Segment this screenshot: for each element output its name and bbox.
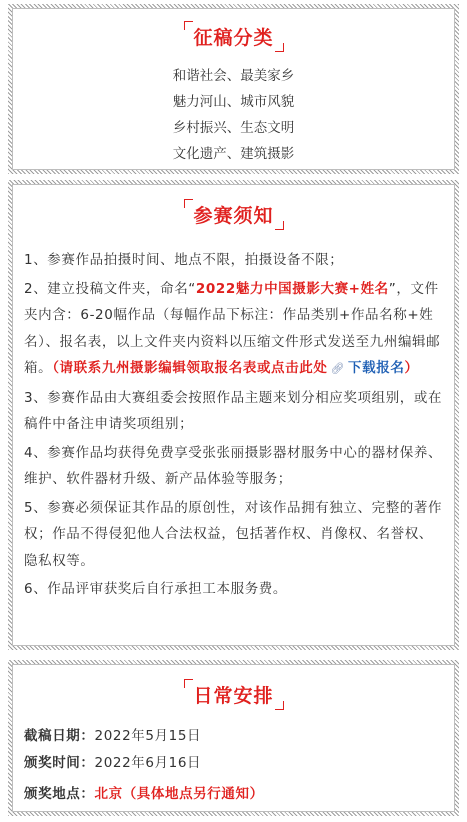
award-time-label: 颁奖时间：	[24, 755, 95, 771]
award-time-value: 2022年6月16日	[94, 755, 202, 771]
schedule-title: 日常安排	[193, 685, 274, 707]
rule-item-3: 3、参赛作品由大赛组委会按照作品主题来划分相应奖项组别，或在稿件中备注申请奖项组别；	[24, 389, 443, 432]
categories-panel-inner	[12, 8, 455, 170]
title-corner-decoration	[275, 701, 284, 710]
download-form-link[interactable]: 下载报名	[348, 360, 405, 376]
title-corner-decoration	[183, 199, 192, 208]
category-item: 文化遗产、建筑摄影	[172, 146, 295, 162]
category-item: 乡村振兴、生态文明	[172, 120, 295, 136]
categories-title: 征稿分类	[193, 27, 274, 49]
title-corner-decoration	[183, 21, 192, 30]
categories-panel	[8, 4, 459, 174]
rule-item-2-body: ”，文件夹内含：6-20幅作品（每幅作品下标注：作品类别+作品名称+姓名）、报名表，以上文件夹内资料以压缩文件形式发送至九州编辑邮箱。	[24, 280, 441, 376]
title-corner-decoration	[183, 679, 192, 688]
title-corner-decoration	[275, 43, 284, 52]
deadline-label: 截稿日期：	[24, 728, 95, 744]
rules-title: 参赛须知	[193, 205, 274, 227]
rule-item-1: 1、参赛作品拍摄时间、地点不限，拍摄设备不限；	[24, 252, 344, 268]
award-place-row	[24, 781, 443, 808]
rule-item-2	[24, 276, 443, 383]
schedule-list	[24, 723, 443, 808]
rule-item-6: 6、作品评审获奖后自行承担工本服务费。	[24, 581, 287, 597]
category-item: 魅力河山、城市风貌	[172, 94, 295, 110]
rules-list	[24, 247, 443, 605]
deadline-value: 2022年5月15日	[94, 728, 202, 744]
rules-title-frame	[183, 199, 283, 230]
rule-item-2-prefix: 2、建立投稿文件夹，命名“	[24, 280, 196, 297]
categories-title-frame	[183, 21, 283, 52]
rule-item-4: 4、参赛作品均获得免费享受张张丽摄影器材服务中心的器材保养、维护、软件器材升级、新产品体验等服务；	[24, 444, 443, 487]
award-time-row	[24, 750, 443, 777]
rules-panel	[8, 180, 459, 650]
rule-item-2-note: （请联系九州摄影编辑领取报名表或点击此处	[52, 360, 328, 376]
deadline-row	[24, 723, 443, 750]
folder-name: 2022魅力中国摄影大赛+姓名	[195, 280, 389, 297]
categories-list	[13, 63, 454, 167]
schedule-panel	[8, 660, 459, 816]
schedule-panel-inner	[12, 664, 455, 812]
rule-item-5: 5、参赛必须保证其作品的原创性，对该作品拥有独立、完整的著作权；作品不得侵犯他人合法权益，包括著作权、肖像权、名誉权、隐私权等。	[24, 499, 443, 569]
rule-item-2-close: ）	[404, 360, 419, 376]
category-item: 和谐社会、最美家乡	[172, 68, 295, 84]
title-corner-decoration	[275, 221, 284, 230]
schedule-title-frame	[183, 679, 283, 710]
link-icon: 🔗︎	[330, 362, 346, 375]
award-place-label: 颁奖地点：	[24, 786, 95, 802]
award-place-value: 北京（具体地点另行通知）	[94, 786, 264, 802]
rules-panel-inner	[12, 184, 455, 646]
